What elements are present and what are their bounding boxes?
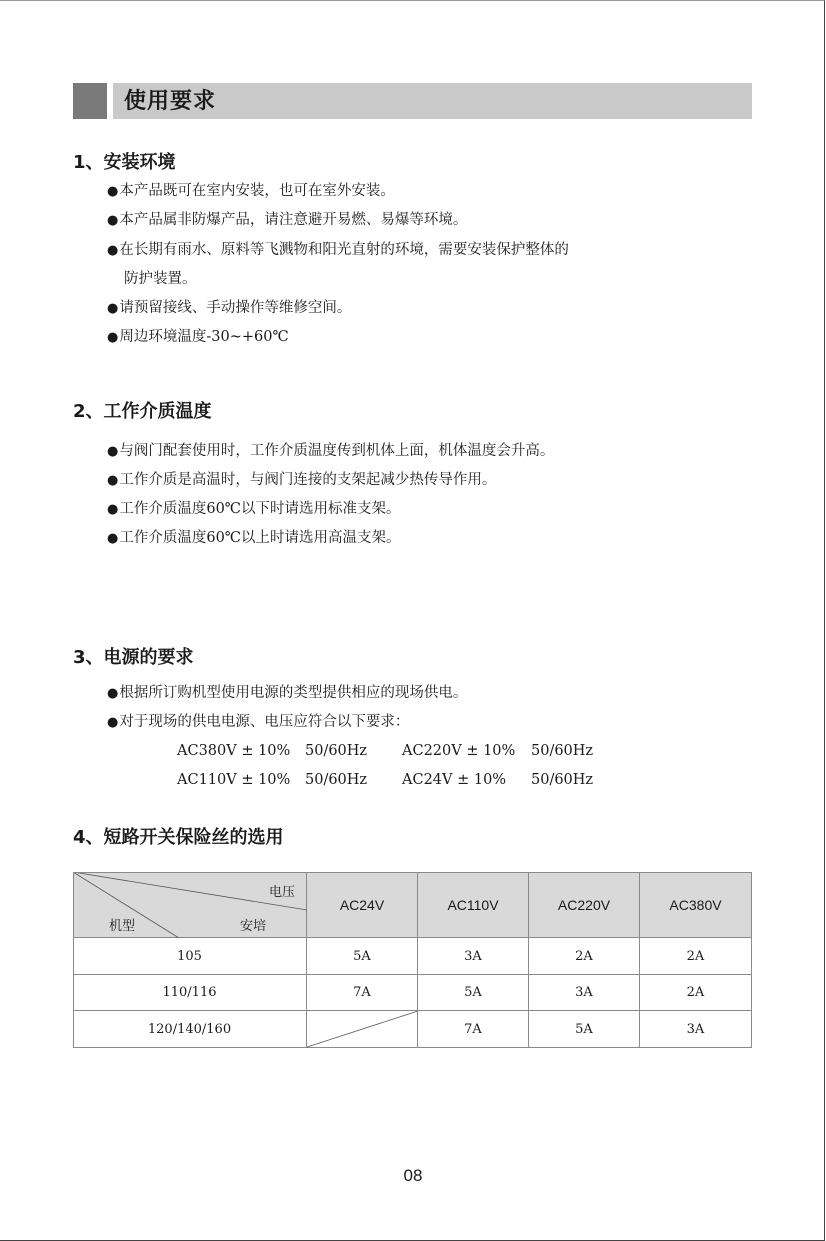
list-item: ●本产品属非防爆产品，请注意避开易燃、易爆等环境。 — [107, 212, 468, 228]
list-item: ●工作介质是高温时，与阀门连接的支架起减少热传导作用。 — [107, 472, 497, 488]
list-item: ●对于现场的供电电源、电压应符合以下要求： — [107, 714, 410, 730]
list-item: ●在长期有雨水、原料等飞溅物和阳光直射的环境，需要安装保护整体的 — [107, 242, 569, 258]
spec-frequency: 50/60Hz — [531, 772, 594, 788]
table-cell-model: 105 — [73, 938, 307, 975]
spec-frequency: 50/60Hz — [305, 772, 368, 788]
table-cell: 2A — [640, 975, 752, 1011]
na-diagonal-line — [307, 1011, 418, 1048]
corner-label-model: 机型 — [109, 918, 136, 933]
page-title: 使用要求 — [124, 88, 217, 114]
table-cell: 7A — [418, 1011, 529, 1048]
list-item: ●请预留接线、手动操作等维修空间。 — [107, 300, 352, 316]
table-header-cell: AC110V — [418, 872, 529, 938]
fuse-table — [73, 872, 752, 1048]
table-cell: 3A — [418, 938, 529, 975]
table-cell: 2A — [529, 938, 640, 975]
list-item: ●工作介质温度60℃以下时请选用标准支架。 — [107, 501, 401, 517]
section-title-medium-temp: 2、工作介质温度 — [73, 401, 212, 422]
list-item: ●本产品既可在室内安装，也可在室外安装。 — [107, 183, 395, 199]
list-item: ●周边环境温度-30~+60℃ — [107, 329, 289, 345]
list-item: ●与阀门配套使用时，工作介质温度传到机体上面，机体温度会升高。 — [107, 443, 555, 459]
section-header-bar — [73, 83, 752, 119]
section-title-fuse: 4、短路开关保险丝的选用 — [73, 827, 284, 848]
corner-label-voltage: 电压 — [269, 884, 296, 899]
spec-frequency: 50/60Hz — [305, 743, 368, 759]
section-title-install-env: 1、安装环境 — [73, 152, 176, 173]
table-cell-model: 110/116 — [73, 975, 307, 1011]
table-cell-model: 120/140/160 — [73, 1011, 307, 1048]
list-item: ●工作介质温度60℃以上时请选用高温支架。 — [107, 530, 401, 546]
corner-label-ampere: 安培 — [240, 918, 267, 933]
table-cell: 5A — [529, 1011, 640, 1048]
spec-voltage: AC24V ± 10% — [402, 772, 507, 788]
table-cell: 3A — [640, 1011, 752, 1048]
list-item: ●根据所订购机型使用电源的类型提供相应的现场供电。 — [107, 685, 468, 701]
spec-voltage: AC110V ± 10% — [177, 772, 291, 788]
header-marker — [73, 83, 107, 119]
table-header-cell: AC24V — [307, 872, 418, 938]
spec-voltage: AC380V ± 10% — [177, 743, 291, 759]
page-number: 08 — [403, 1166, 423, 1185]
spec-frequency: 50/60Hz — [531, 743, 594, 759]
table-cell: 2A — [640, 938, 752, 975]
table-cell: 3A — [529, 975, 640, 1011]
section-title-power: 3、电源的要求 — [73, 647, 194, 668]
table-corner-cell — [73, 872, 307, 938]
table-cell: 5A — [418, 975, 529, 1011]
table-header-cell: AC220V — [529, 872, 640, 938]
list-item-continuation: 防护装置。 — [124, 271, 197, 287]
table-cell: 7A — [307, 975, 418, 1011]
spec-voltage: AC220V ± 10% — [402, 743, 516, 759]
table-cell: 5A — [307, 938, 418, 975]
table-cell-not-applicable — [307, 1011, 418, 1048]
table-header-cell: AC380V — [640, 872, 752, 938]
